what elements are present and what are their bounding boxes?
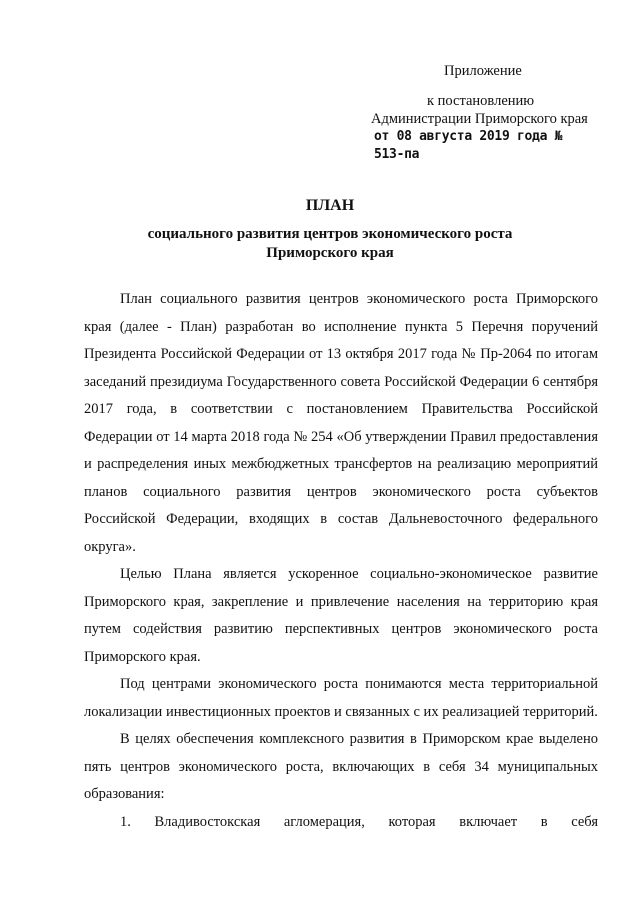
paragraph-3: Под центрами экономического роста понимаются места территориальной локализации инвестиционных проектов и связанных с их реализацией территорий. <box>84 676 598 720</box>
document-header <box>360 62 590 164</box>
appendix-label: Приложение <box>444 63 522 79</box>
paragraph-2: Целью Плана является ускоренное социально-экономическое развитие Приморского края, закрепление и привлечение населения на территорию края путем содействия развитию перспективных центров экономического роста Приморского края. <box>84 566 598 665</box>
administration-label: Администрации Приморского края <box>371 111 588 127</box>
title-line-2: Приморского края <box>266 245 394 261</box>
paragraph-1: План социального развития центров экономического роста Приморского края (далее - План) разработан во исполнение пункта 5 Перечня поручений Президента Российской Федерации от 13 октября 2017 года № Пр-2064 по итогам заседаний президиума Государственного совета Российской Федерации 6 сентября 2017 года, в соответствии с постановлением Правительства Российской Федерации от 14 марта 2018 года № 254 «Об утверждении Правил предоставления и распределения иных межбюджетных трансфертов на реализацию мероприятий планов социального развития центров экономического роста субъектов Российской Федерации, входящих в состав Дальневосточного федерального округа». <box>84 291 598 555</box>
list-item-1: 1. Владивостокская агломерация, которая включает в себя <box>120 813 598 830</box>
resolution-label: к постановлению <box>427 93 535 109</box>
document-body <box>84 286 598 836</box>
title-line-1: социального развития центров экономического роста <box>147 226 513 242</box>
document-title <box>90 196 570 263</box>
title-main: ПЛАН <box>305 197 355 214</box>
paragraph-4: В целях обеспечения комплексного развития в Приморском крае выделено пять центров экономического роста, включающих в себя 34 муниципальных образования: <box>84 731 598 802</box>
decree-stamp: от 08 августа 2019 года № 513-па <box>374 129 563 162</box>
